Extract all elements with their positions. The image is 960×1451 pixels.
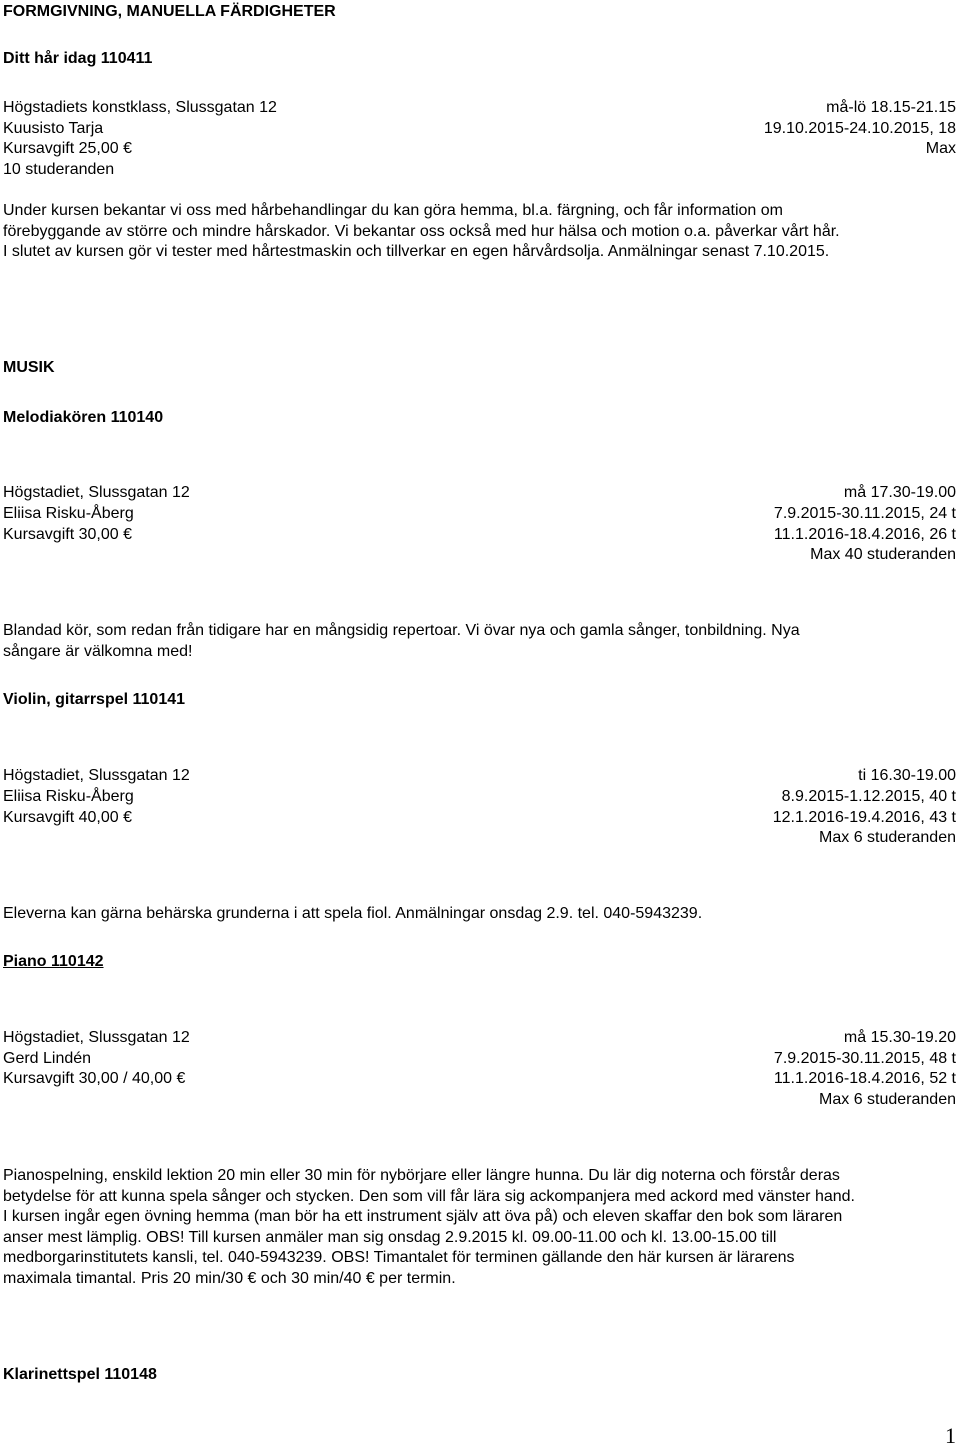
- info-row: [3, 808, 956, 828]
- info-row: [3, 98, 956, 118]
- info-right: Max: [925, 140, 956, 157]
- description-line: maximala timantal. Pris 20 min/30 € och 30 min/40 € per termin.: [3, 1269, 456, 1287]
- info-row: [3, 483, 956, 503]
- info-left: Kuusisto Tarja: [3, 120, 104, 137]
- info-row: [3, 828, 956, 848]
- course-title-melodi: Melodiakören 110140: [3, 409, 164, 426]
- description-line: Blandad kör, som redan från tidigare har en mångsidig repertoar. Vi övar nya och gamla sånger, tonbildning. Nya: [3, 622, 800, 639]
- info-left: Kursavgift 30,00 €: [3, 526, 132, 543]
- info-row: [3, 1090, 956, 1110]
- info-row: [3, 1069, 956, 1089]
- info-row: [3, 139, 956, 159]
- info-left: Högstadiets konstklass, Slussgatan 12: [3, 99, 277, 116]
- info-row: [3, 504, 956, 524]
- info-row: [3, 787, 956, 807]
- course-description-violin: [3, 904, 956, 925]
- course-title-piano: Piano 110142: [3, 953, 104, 970]
- info-right: må 17.30-19.00: [843, 484, 956, 501]
- info-left: Gerd Lindén: [3, 1050, 92, 1067]
- info-left: Högstadiet, Slussgatan 12: [3, 1029, 190, 1046]
- course-title-violin: Violin, gitarrspel 110141: [3, 691, 186, 708]
- description-line: medborgarinstitutets kansli, tel. 040-5943239. OBS! Timantalet för terminen gällande den här kursen är lärarens: [3, 1249, 795, 1266]
- course-title-haar: Ditt hår idag 110411: [3, 50, 153, 67]
- info-row: [3, 525, 956, 545]
- info-right: 11.1.2016-18.4.2016, 26 t: [773, 526, 956, 543]
- info-right: må-lö 18.15-21.15: [826, 99, 956, 116]
- info-right: Max 6 studeranden: [819, 1091, 956, 1108]
- description-line: sångare är välkomna med!: [3, 642, 193, 660]
- section-header-musik: MUSIK: [3, 359, 55, 376]
- info-row: [3, 1049, 956, 1069]
- info-left: 10 studeranden: [3, 161, 115, 178]
- info-row: [3, 119, 956, 139]
- section-header: FORMGIVNING, MANUELLA FÄRDIGHETER: [3, 3, 336, 20]
- info-left: Kursavgift 25,00 €: [3, 140, 132, 157]
- course-description-piano: [3, 1166, 956, 1289]
- info-right: må 15.30-19.20: [843, 1029, 956, 1046]
- description-line: Under kursen bekantar vi oss med hårbehandlingar du kan göra hemma, bl.a. färgning, och får information om: [3, 202, 783, 219]
- info-row: [3, 545, 956, 565]
- description-line: anser mest lämplig. OBS! Till kursen anmäler man sig onsdag 2.9.2015 kl. 09.00-11.00 och kl. 13.00-15.00 till: [3, 1228, 777, 1246]
- info-left: Högstadiet, Slussgatan 12: [3, 484, 190, 501]
- info-left: Kursavgift 40,00 €: [3, 809, 132, 826]
- info-right: 19.10.2015-24.10.2015, 18: [763, 120, 956, 137]
- info-right: 7.9.2015-30.11.2015, 48 t: [773, 1050, 956, 1067]
- info-row: [3, 766, 956, 786]
- info-right: 7.9.2015-30.11.2015, 24 t: [773, 505, 956, 522]
- description-line: Eleverna kan gärna behärska grunderna i att spela fiol. Anmälningar onsdag 2.9. tel. 040-5943239.: [3, 905, 703, 922]
- info-right: 12.1.2016-19.4.2016, 43 t: [772, 809, 956, 826]
- info-right: Max 40 studeranden: [810, 546, 956, 563]
- info-right: 11.1.2016-18.4.2016, 52 t: [773, 1070, 956, 1087]
- info-left: Eliisa Risku-Åberg: [3, 505, 134, 522]
- page-number: 1: [945, 1423, 956, 1448]
- info-row: [3, 160, 956, 180]
- description-line: Pianospelning, enskild lektion 20 min eller 30 min för nybörjare eller längre hunna. Du lär dig noterna och förstår deras: [3, 1167, 840, 1184]
- info-row: [3, 1028, 956, 1048]
- info-left: Kursavgift 30,00 / 40,00 €: [3, 1070, 186, 1087]
- description-line: I slutet av kursen gör vi tester med hårtestmaskin och tillverkar en egen hårvårdsolja. Anmälningar senast 7.10.2015.: [3, 243, 830, 260]
- course-description-melodi: [3, 621, 956, 662]
- info-right: Max 6 studeranden: [819, 829, 956, 846]
- info-right: ti 16.30-19.00: [858, 767, 956, 784]
- description-line: förebyggande av större och mindre hårskador. Vi bekantar oss också med hur hälsa och motion o.a. påverkar vårt hår.: [3, 222, 840, 240]
- info-right: 8.9.2015-1.12.2015, 40 t: [781, 788, 956, 805]
- description-line: I kursen ingår egen övning hemma (man bör ha ett instrument själv att öva på) och eleven skaffar den bok som läraren: [3, 1208, 843, 1225]
- info-left: Eliisa Risku-Åberg: [3, 788, 134, 805]
- description-line: betydelse för att kunna spela sånger och stycken. Den som vill får lära sig ackompanjera med ackord med vänster hand.: [3, 1187, 855, 1205]
- info-left: Högstadiet, Slussgatan 12: [3, 767, 190, 784]
- course-title-klarinett: Klarinettspel 110148: [3, 1366, 157, 1383]
- course-description-haar: [3, 201, 956, 263]
